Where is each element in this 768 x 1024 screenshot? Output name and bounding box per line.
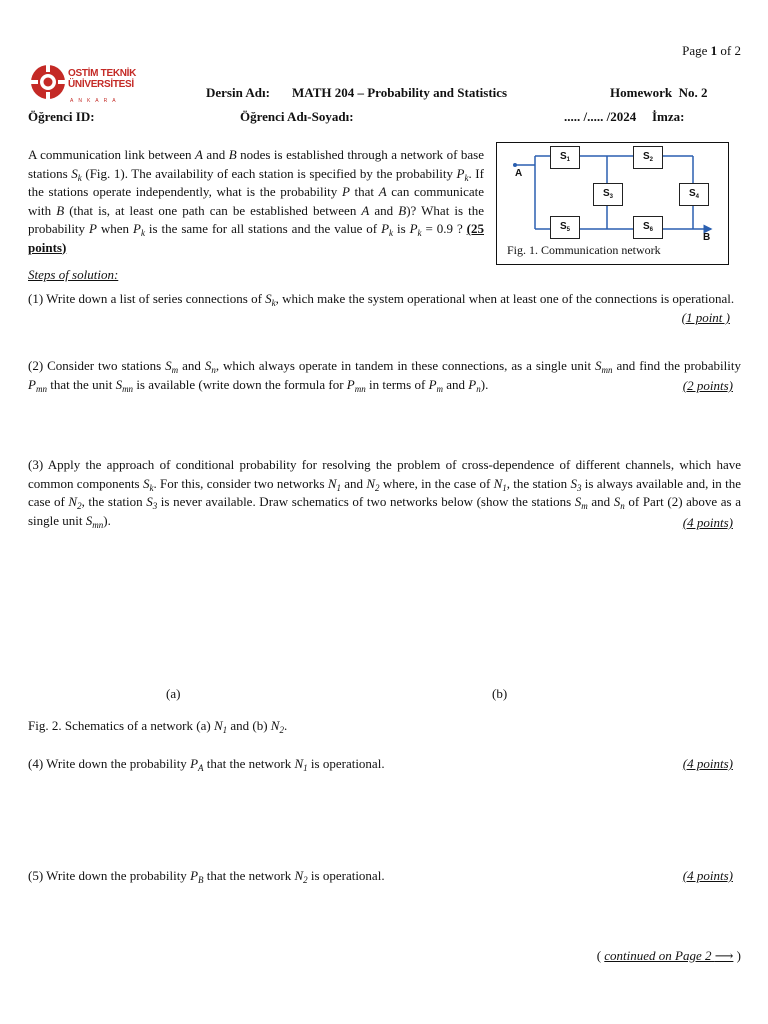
intro-points: (25 points): [28, 221, 485, 255]
station-s2: $S_2$: [633, 146, 663, 169]
station-s1: $S_1$: [550, 146, 580, 169]
continued-note: ( continued on Page 2 ⟶ ): [596, 948, 741, 963]
question-1: (1) Write down a list of series connections of $S_k$, which make the system operational when at least one of the connections is operational.: [28, 291, 735, 308]
student-name-label: Öğrenci Adı-Soyadı:: [240, 109, 354, 124]
question-5-points: (4 points): [682, 868, 733, 883]
figure-2b-label: (b): [492, 686, 508, 701]
steps-heading: Steps of solution:: [28, 267, 119, 282]
signature-label: İmza:: [652, 109, 685, 124]
student-id-label: Öğrenci ID:: [28, 109, 95, 124]
station-s3: $S_3$: [593, 183, 623, 206]
logo-line2: ÜNİVERSİTESİ: [68, 79, 134, 90]
question-4-points: (4 points): [682, 756, 733, 771]
question-3-points: (4 points): [682, 515, 733, 530]
question-5: (5) Write down the probability $P_B$ that the network $N_2$ is operational.: [28, 868, 385, 885]
station-s4: $S_4$: [679, 183, 709, 206]
question-2: (2) Consider two stations $S_m$ and $S_n$, which always operate in tandem in these connections, as a single unit $S_{mn}$ and find the probability $P_{mn}$ that the unit $S_{mn}$ is available (write down the formula for $P_{mn}$ in terms of $P_m$ and $P_n$).: [28, 358, 742, 394]
problem-statement: A communication link between A and B nodes is established through a network of base stations $S_k$ (Fig. 1). The availability of each station is specified by the probability $P_k$. If the stations operate independently, what is the probability P that A can communicate with B (that is, at least one path can be established between A and B)? What is the probability P when $P_k$ is the same for all stations and the value of $P_k$ is $P_k = 0.9$ ? (25 points): [28, 147, 485, 255]
station-s5: $S_5$: [550, 216, 580, 239]
logo-emblem-icon: [28, 62, 68, 102]
question-1-points: (1 point ): [681, 310, 730, 325]
course-label: Dersin Adı:: [206, 85, 270, 100]
node-b-label: B: [703, 232, 711, 243]
figure-1-communication-network: [496, 142, 729, 265]
homework-title: Homework No. 2: [610, 85, 708, 100]
figure-2a-label: (a): [166, 686, 181, 701]
figure-2-caption: Fig. 2. Schematics of a network (a) $N_1$ and (b) $N_2$.: [28, 718, 288, 735]
course-name: MATH 204 – Probability and Statistics: [292, 85, 508, 100]
page-number: Page 1 of 2: [682, 43, 741, 58]
logo-line1: OSTİM TEKNİK: [68, 68, 137, 79]
station-s6: $S_6$: [633, 216, 663, 239]
arrow-right-icon: ⟶: [714, 948, 734, 963]
logo-line3: ANKARA: [70, 98, 121, 104]
figure-1-caption: Fig. 1. Communication network: [507, 243, 661, 257]
date-field: ..... /..... /2024: [564, 109, 637, 124]
question-3: (3) Apply the approach of conditional probability for resolving the problem of cross-dependence of different channels, which have common components $S_k$. For this, consider two networks $N_1$ and $N_2$ where, in the case of $N_1$, the station $S_3$ is always available and, in the case of $N_2$, the station $S_3$ is never available. Draw schematics of two networks below (show the stations $S_m$ and $S_n$ of Part (2) above as a single unit $S_{mn}$).: [28, 457, 741, 530]
university-logo: [28, 62, 146, 102]
node-a-label: A: [515, 168, 523, 179]
question-4: (4) Write down the probability $P_A$ that the network $N_1$ is operational.: [28, 756, 385, 773]
question-2-points: (2 points): [682, 378, 733, 393]
